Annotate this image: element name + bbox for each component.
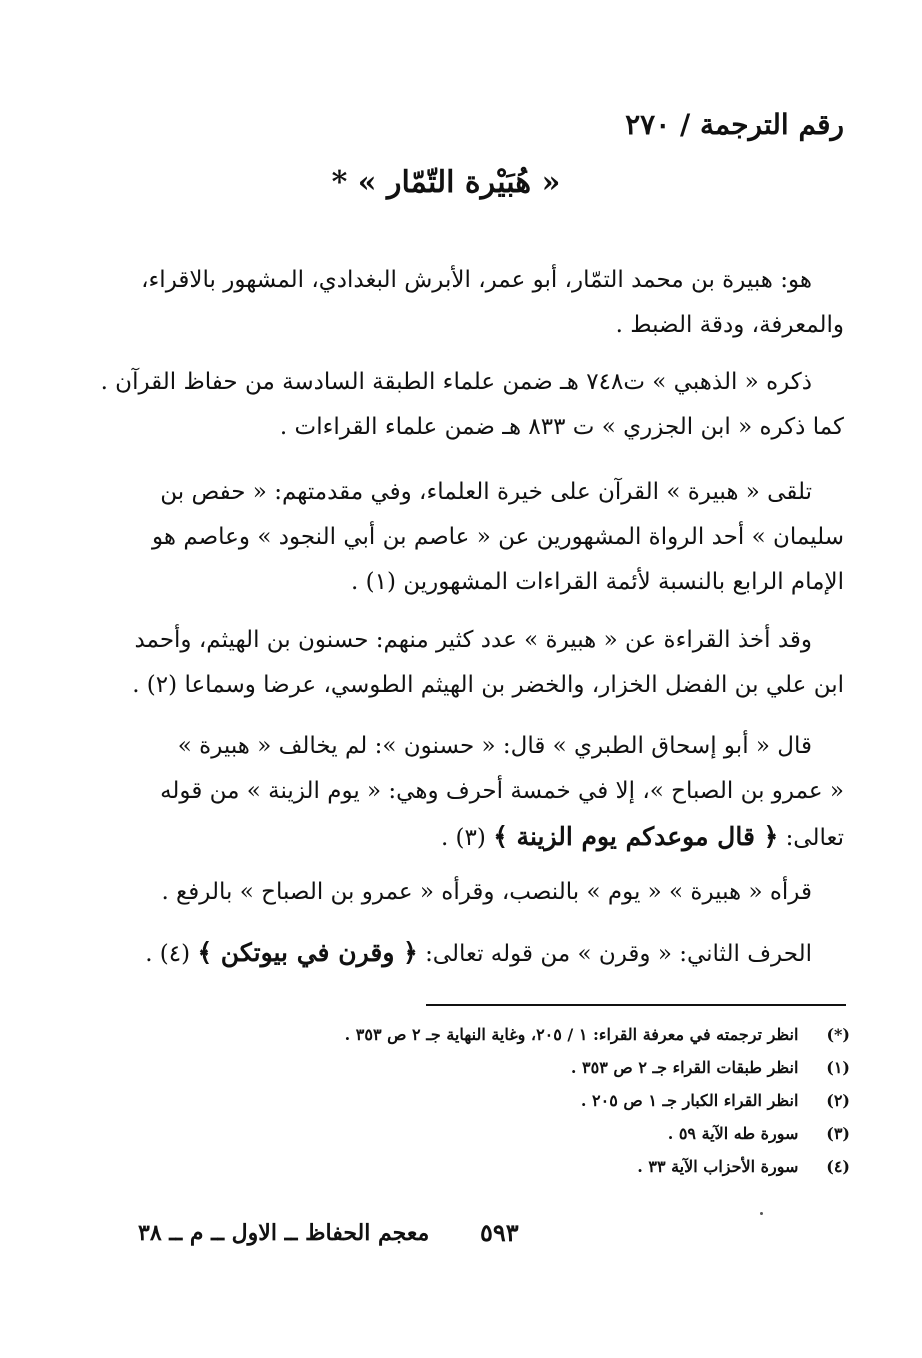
footnote-text: سورة الأحزاب الآية ٣٣ . <box>637 1157 799 1176</box>
scan-speck <box>760 1212 763 1215</box>
paragraph-line: تلقى « هبيرة » القرآن على خيرة العلماء، وفي مقدمتهم: « حفص بن <box>160 479 812 505</box>
paragraph-2 <box>74 360 844 450</box>
footnote <box>250 1150 850 1183</box>
paragraph-line <box>74 814 844 861</box>
paragraph-line: وقد أخذ القراءة عن « هبيرة » عدد كثير منهم: حسنون بن الهيثم، وأحمد <box>134 627 812 653</box>
footnote-ref: (٣) . <box>440 825 486 851</box>
running-footer-title: معجم الحفاظ ــ الاول ــ م ــ ٣٨ <box>138 1220 430 1246</box>
entry-title: « هُبَيْرة التّمّار » * <box>331 165 561 200</box>
entry-number: رقم الترجمة / ٢٧٠ <box>625 108 844 141</box>
paragraph-text: الحرف الثاني: « وقرن » من قوله تعالى: <box>425 941 812 967</box>
paragraph-text: ابن علي بن الفضل الخزار، والخضر بن الهيثم الطوسي، عرضا وسماعا <box>184 672 844 698</box>
footnote-text: سورة طه الآية ٥٩ . <box>667 1124 799 1143</box>
paragraph-line: كما ذكره « ابن الجزري » ت ٨٣٣ هـ ضمن علماء القراءات . <box>279 414 844 440</box>
paragraph-text: الإمام الرابع بالنسبة لأئمة القراءات المشهورين <box>403 569 844 595</box>
footnote <box>250 1051 850 1084</box>
footnote <box>250 1018 850 1051</box>
paragraph-4 <box>74 618 844 708</box>
footnote-number: (٢) <box>826 1091 850 1110</box>
paragraph-1 <box>74 258 844 348</box>
quran-verse: ﴿ قال موعدكم يوم الزينة ﴾ <box>493 822 779 851</box>
footnote-number: (١) <box>826 1058 850 1077</box>
footnote-number: (*) <box>826 1025 850 1044</box>
footnote-text: انظر ترجمته في معرفة القراء: ١ / ٢٠٥، وغاية النهاية جـ ٢ ص ٣٥٣ . <box>344 1025 799 1044</box>
paragraph-line <box>74 930 844 977</box>
footnote <box>250 1117 850 1150</box>
paragraph-3 <box>74 470 844 605</box>
footnote-text: انظر طبقات القراء جـ ٢ ص ٣٥٣ . <box>570 1058 799 1077</box>
paragraph-6 <box>74 870 844 915</box>
paragraph-line: « عمرو بن الصباح »، إلا في خمسة أحرف وهي: « يوم الزينة » من قوله <box>160 778 844 804</box>
footnote-ref: (٢) . <box>132 672 178 698</box>
paragraph-line: قال « أبو إسحاق الطبري » قال: « حسنون »: لم يخالف « هبيرة » <box>177 733 812 759</box>
footnote-ref: (٤) . <box>145 941 191 967</box>
paragraph-line: ذكره « الذهبي » ت٧٤٨ هـ ضمن علماء الطبقة السادسة من حفاظ القرآن . <box>100 369 812 395</box>
quran-verse: ﴿ وقرن في بيوتكن ﴾ <box>197 938 418 967</box>
paragraph-line: سليمان » أحد الرواة المشهورين عن « عاصم بن أبي النجود » وعاصم هو <box>152 524 844 550</box>
paragraph-line <box>74 663 844 708</box>
footnote-text: انظر القراء الكبار جـ ١ ص ٢٠٥ . <box>580 1091 799 1110</box>
paragraph-7 <box>74 930 844 977</box>
paragraph-line: والمعرفة، ودقة الضبط . <box>615 312 844 338</box>
paragraph-line: هو: هبيرة بن محمد التمّار، أبو عمر، الأبرش البغدادي، المشهور بالاقراء، <box>141 267 812 293</box>
paragraph-line <box>74 560 844 605</box>
page-number: ٥٩٣ <box>480 1218 519 1247</box>
paragraph-text: تعالى: <box>785 825 844 851</box>
footnote-divider <box>426 1004 846 1006</box>
footnote-number: (٣) <box>826 1124 850 1143</box>
footnote-ref: (١) . <box>351 569 396 595</box>
footnotes <box>250 1018 850 1183</box>
paragraph-line: قرأه « هبيرة » « يوم » بالنصب، وقرأه « عمرو بن الصباح » بالرفع . <box>161 879 812 905</box>
footnote-number: (٤) <box>826 1157 850 1176</box>
paragraph-5 <box>74 724 844 861</box>
footnote <box>250 1084 850 1117</box>
